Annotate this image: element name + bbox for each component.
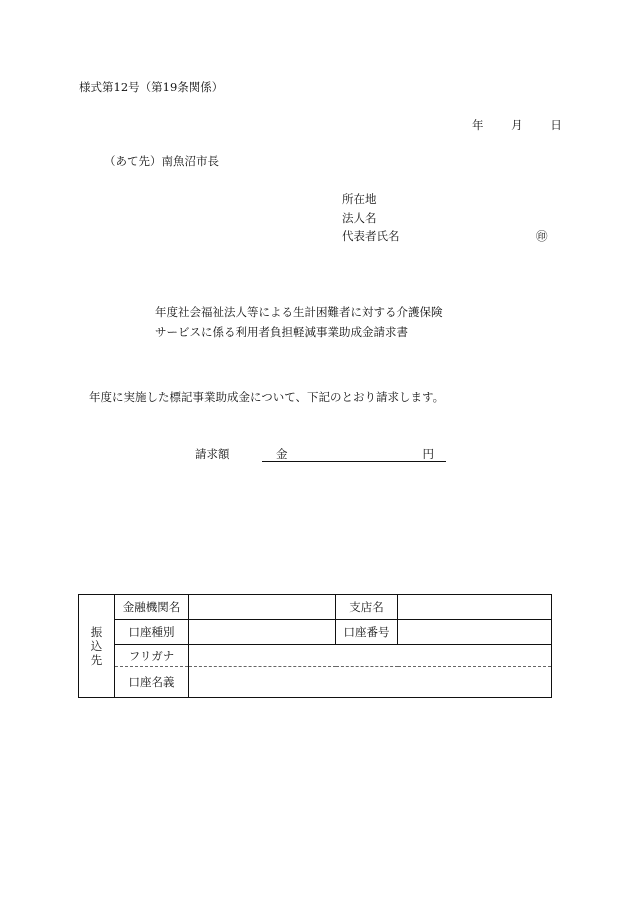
heading-char: 込 bbox=[90, 639, 103, 653]
account-number-field[interactable] bbox=[398, 620, 552, 645]
corp-name-label: 法人名 bbox=[342, 210, 377, 225]
claim-label: 請求額 bbox=[195, 447, 230, 461]
transfer-heading bbox=[79, 595, 115, 698]
account-number-label: 口座番号 bbox=[336, 620, 398, 645]
date-line bbox=[472, 120, 562, 132]
claim-amount-field[interactable] bbox=[262, 449, 446, 462]
transfer-table bbox=[78, 594, 552, 698]
bank-label: 金融機関名 bbox=[115, 595, 189, 620]
document-title bbox=[155, 302, 443, 342]
account-type-field[interactable] bbox=[189, 620, 336, 645]
account-name-field[interactable] bbox=[189, 667, 552, 698]
title-line-1: 年度社会福祉法人等による生計困難者に対する介護保険 bbox=[155, 305, 443, 319]
year-unit: 年 bbox=[472, 118, 484, 132]
branch-field[interactable] bbox=[398, 595, 552, 620]
applicant-block bbox=[342, 194, 400, 250]
day-unit: 日 bbox=[550, 118, 562, 132]
month-unit: 月 bbox=[511, 118, 523, 132]
rep-name-label: 代表者氏名 bbox=[342, 229, 400, 243]
furigana-field[interactable] bbox=[189, 645, 552, 667]
account-name-label: 口座名義 bbox=[115, 667, 189, 698]
form-number: 様式第12号（第19条関係） bbox=[79, 80, 224, 94]
seal-mark: ㊞ bbox=[536, 229, 548, 243]
address-label: 所在地 bbox=[342, 192, 377, 206]
title-line-2: サービスに係る利用者負担軽減事業助成金請求書 bbox=[155, 325, 408, 339]
bank-field[interactable] bbox=[189, 595, 336, 620]
account-type-label: 口座種別 bbox=[115, 620, 189, 645]
addressee: （あて先）南魚沼市長 bbox=[104, 154, 219, 168]
heading-char: 先 bbox=[90, 653, 103, 667]
furigana-label: フリガナ bbox=[115, 645, 189, 667]
body-text: 年度に実施した標記事業助成金について、下記のとおり請求します。 bbox=[89, 390, 445, 404]
branch-label: 支店名 bbox=[336, 595, 398, 620]
claim-yen: 円 bbox=[422, 447, 434, 461]
heading-char: 振 bbox=[90, 625, 103, 639]
claim-kin: 金 bbox=[276, 447, 288, 461]
